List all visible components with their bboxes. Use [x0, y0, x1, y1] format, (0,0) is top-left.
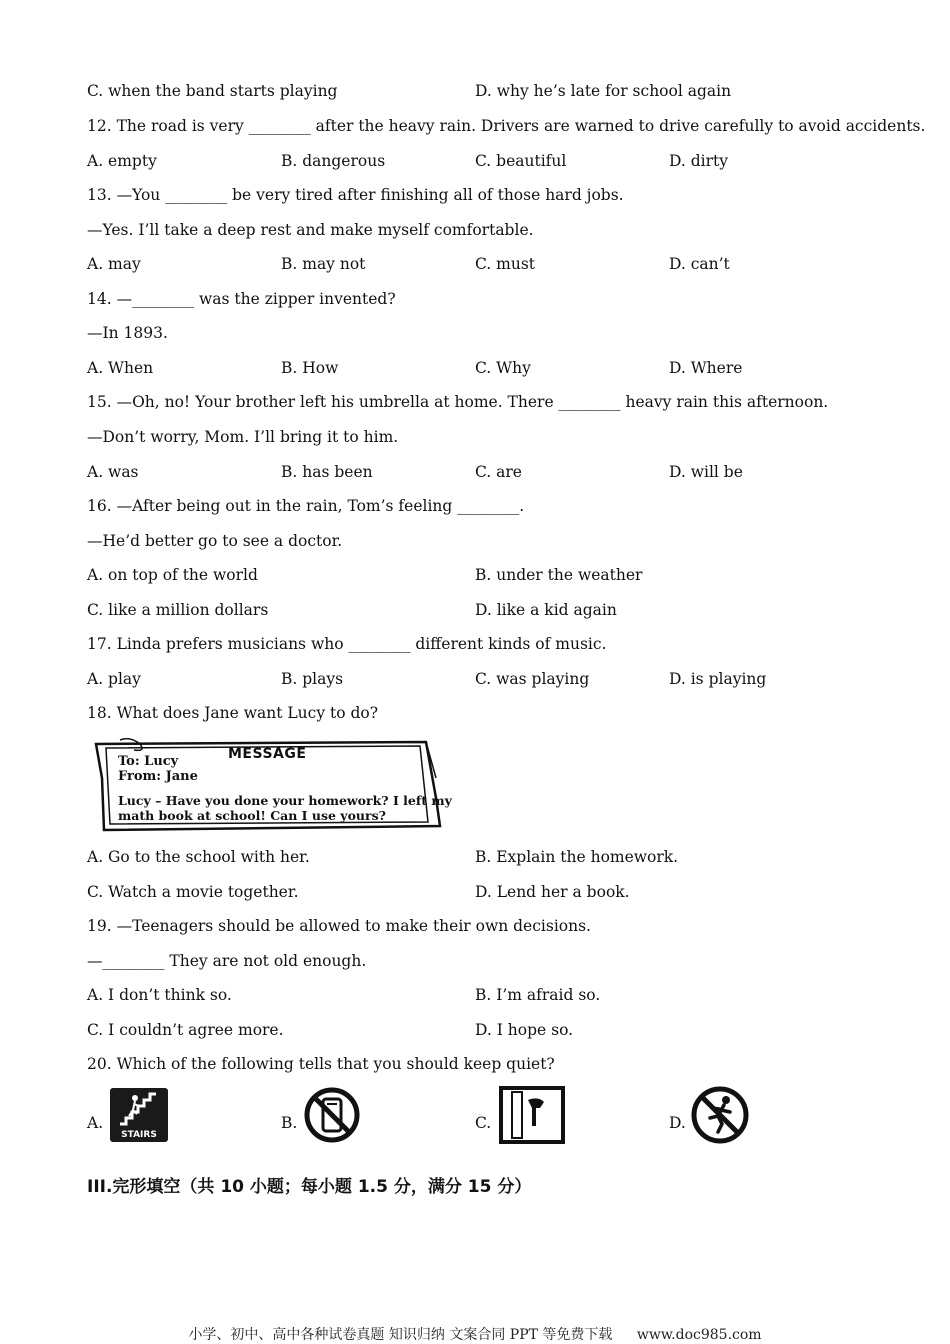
- q11-option-c: C. when the band starts playing: [87, 82, 338, 100]
- q18-stem: 18. What does Jane want Lucy to do?: [87, 704, 379, 722]
- q12-option-c: C. beautiful: [475, 152, 567, 170]
- section-heading-cloze: III.完形填空（共 10 小题；每小题 1.5 分，满分 15 分）: [87, 1177, 532, 1197]
- message-title: MESSAGE: [228, 746, 307, 762]
- q19-option-b: B. I’m afraid so.: [475, 986, 601, 1004]
- q15-option-b: B. has been: [281, 463, 373, 481]
- page-footer: [0, 1324, 950, 1344]
- q16-option-b: B. under the weather: [475, 566, 643, 584]
- message-line-2: math book at school! Can I use yours?: [118, 808, 386, 823]
- q14-option-a: A. When: [87, 359, 154, 377]
- washroom-sign-icon: [498, 1086, 560, 1146]
- q19-stem: 19. —Teenagers should be allowed to make their own decisions.: [87, 917, 591, 935]
- q12-option-b: B. dangerous: [281, 152, 386, 170]
- q17-option-b: B. plays: [281, 670, 344, 688]
- no-running-sign-icon: [688, 1086, 750, 1146]
- q18-option-c: C. Watch a movie together.: [87, 883, 299, 901]
- message-from: From: Jane: [118, 769, 198, 784]
- q13-option-d: D. can’t: [669, 255, 730, 273]
- q14-reply: —In 1893.: [87, 324, 168, 342]
- q20-option-b-label: B.: [281, 1114, 298, 1132]
- q15-stem: 15. —Oh, no! Your brother left his umbrella at home. There ________ heavy rain this afternoon.: [87, 393, 829, 411]
- message-to: To: Lucy: [118, 754, 179, 769]
- q20-option-a-label: A.: [87, 1114, 104, 1132]
- footer-url: www.doc985.com: [636, 1327, 762, 1343]
- q13-option-a: A. may: [87, 255, 141, 273]
- q19-reply: —________ They are not old enough.: [87, 952, 367, 970]
- q15-option-d: D. will be: [669, 463, 743, 481]
- no-phone-sign-icon: [302, 1086, 364, 1146]
- message-note: [90, 738, 452, 834]
- stairs-sign-icon: [108, 1086, 170, 1146]
- q19-option-d: D. I hope so.: [475, 1021, 574, 1039]
- q12-stem: 12. The road is very ________ after the heavy rain. Drivers are warned to drive carefully to avoid accidents.: [87, 117, 926, 135]
- q20-option-d-label: D.: [669, 1114, 686, 1132]
- q15-option-a: A. was: [87, 463, 139, 481]
- q17-option-a: A. play: [87, 670, 141, 688]
- q18-option-b: B. Explain the homework.: [475, 848, 679, 866]
- footer-text: 小学、初中、高中各种试卷真题 知识归纳 文案合同 PPT 等免费下载: [188, 1327, 613, 1343]
- q18-option-a: A. Go to the school with her.: [87, 848, 310, 866]
- q16-option-a: A. on top of the world: [87, 566, 258, 584]
- stairs-sign-text: STAIRS: [121, 1130, 157, 1140]
- q20-stem: 20. Which of the following tells that you should keep quiet?: [87, 1055, 555, 1073]
- q16-stem: 16. —After being out in the rain, Tom’s feeling ________.: [87, 497, 525, 515]
- q12-option-a: A. empty: [87, 152, 157, 170]
- message-line-1: Lucy – Have you done your homework? I left my: [118, 793, 452, 808]
- q16-reply: —He’d better go to see a doctor.: [87, 532, 343, 550]
- q13-option-b: B. may not: [281, 255, 366, 273]
- q13-option-c: C. must: [475, 255, 536, 273]
- q15-option-c: C. are: [475, 463, 522, 481]
- q15-reply: —Don’t worry, Mom. I’ll bring it to him.: [87, 428, 399, 446]
- q17-stem: 17. Linda prefers musicians who ________ different kinds of music.: [87, 635, 607, 653]
- q11-option-d: D. why he’s late for school again: [475, 82, 732, 100]
- q18-option-d: D. Lend her a book.: [475, 883, 630, 901]
- q14-option-d: D. Where: [669, 359, 743, 377]
- q17-option-c: C. was playing: [475, 670, 590, 688]
- q19-option-a: A. I don’t think so.: [87, 986, 232, 1004]
- q13-stem: 13. —You ________ be very tired after finishing all of those hard jobs.: [87, 186, 624, 204]
- q13-reply: —Yes. I’ll take a deep rest and make myself comfortable.: [87, 221, 534, 239]
- q14-option-b: B. How: [281, 359, 339, 377]
- q12-option-d: D. dirty: [669, 152, 729, 170]
- q17-option-d: D. is playing: [669, 670, 767, 688]
- q16-option-d: D. like a kid again: [475, 601, 617, 619]
- q14-option-c: C. Why: [475, 359, 531, 377]
- q20-option-c-label: C.: [475, 1114, 492, 1132]
- q19-option-c: C. I couldn’t agree more.: [87, 1021, 284, 1039]
- q14-stem: 14. —________ was the zipper invented?: [87, 290, 396, 308]
- q16-option-c: C. like a million dollars: [87, 601, 269, 619]
